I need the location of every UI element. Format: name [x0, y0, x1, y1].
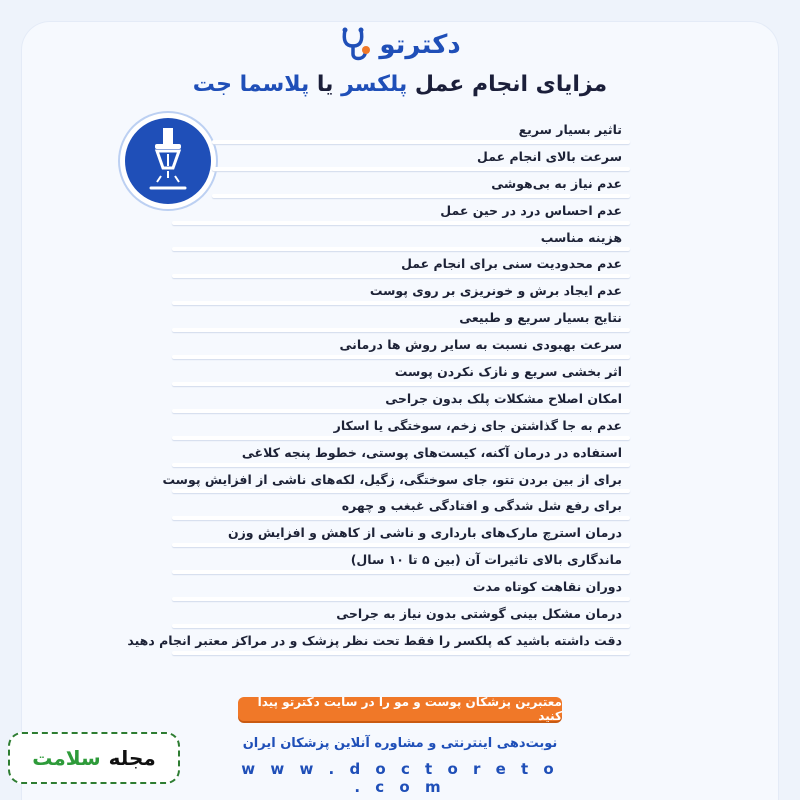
list-item: امکان اصلاح مشکلات پلک بدون جراحی [172, 389, 630, 416]
list-item: عدم به جا گذاشتن جای زخم، سوختگی یا اسکار [172, 416, 630, 443]
title-part2: یا [316, 72, 334, 97]
find-doctors-button[interactable]: معتبرین پزشکان پوست و مو را در سایت دکترتو پیدا کنید [238, 697, 562, 721]
doctoreto-logo[interactable] [330, 22, 470, 68]
list-item: دوران نقاهت کوتاه مدت [172, 577, 630, 604]
list-item: سرعت بهبودی نسبت به سایر روش ها درمانی [172, 335, 630, 362]
list-item: درمان استرچ مارک‌های بارداری و ناشی از کاهش و افزایش وزن [172, 523, 630, 550]
list-item: سرعت بالای انجام عمل [172, 147, 630, 174]
list-item: نتایج بسیار سریع و طبیعی [172, 308, 630, 335]
page-title [0, 72, 800, 97]
list-item: برای رفع شل شدگی و افتادگی غبغب و چهره [172, 496, 630, 523]
footer-description: نوبت‌دهی اینترنتی و مشاوره آنلاین پزشکان ایران [242, 736, 558, 751]
list-item: درمان مشکل بینی گوشتی بدون نیاز به جراحی [172, 604, 630, 631]
list-item: ماندگاری بالای تاثیرات آن (بین ۵ تا ۱۰ سال) [172, 550, 630, 577]
list-item: عدم محدودیت سنی برای انجام عمل [172, 254, 630, 281]
title-highlight-plexr: پلکسر [341, 72, 408, 97]
logo-text: دکترتو [379, 30, 461, 60]
title-part1: مزایای انجام عمل [414, 72, 608, 97]
list-item: استفاده در درمان آکنه، کیست‌های پوستی، خطوط پنجه کلاغی [172, 443, 630, 470]
footer-url-link[interactable]: w w w . d o c t o r e t o . c o m [241, 760, 559, 796]
list-item: برای از بین بردن تتو، جای سوختگی، زگیل، لکه‌های ناشی از افزایش پوست [172, 470, 630, 497]
stethoscope-logo-icon [339, 26, 373, 64]
list-item: دقت داشته باشید که پلکسر را فقط تحت نظر پزشک و در مراکز معتبر انجام دهید [172, 631, 630, 658]
list-item: عدم ایجاد برش و خونریزی بر روی پوست [172, 281, 630, 308]
badge-word-health: سلامت [32, 746, 101, 770]
list-item: هزینه مناسب [172, 228, 630, 255]
health-magazine-badge[interactable] [8, 732, 180, 784]
title-highlight-plasma: پلاسما جت [192, 72, 310, 97]
list-item: اثر بخشی سریع و نازک نکردن پوست [172, 362, 630, 389]
list-item: تاثیر بسیار سریع [172, 120, 630, 147]
list-item: عدم نیاز به بی‌هوشی [172, 174, 630, 201]
badge-word-magazine: مجله [108, 746, 156, 770]
list-item: عدم احساس درد در حین عمل [172, 201, 630, 228]
benefits-list [127, 120, 630, 658]
